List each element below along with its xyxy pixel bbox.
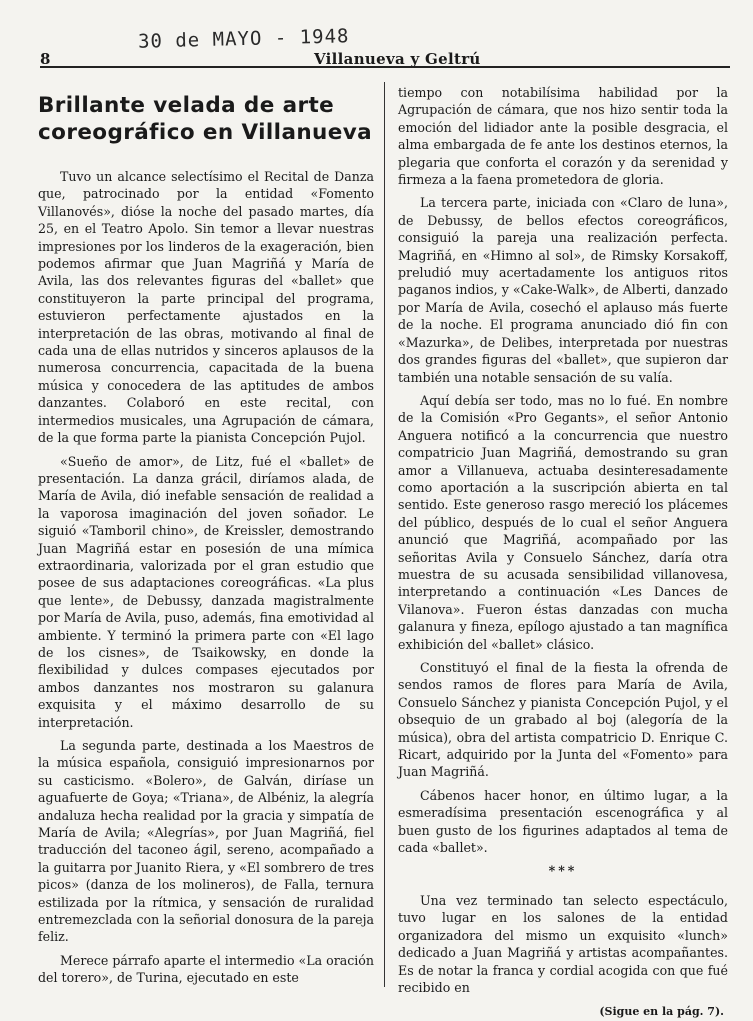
paragraph: Cábenos hacer honor, en último lugar, a la esmeradísima presentación escenográfica y al buen gusto de los figurines adaptados al tema de cada «ballet».: [398, 787, 728, 856]
paragraph: Constituyó el final de la fiesta la ofrenda de sendos ramos de flores para María de Avila, Consuelo Sánchez y pianista Concepción Pujol, y el obsequio de un grabado al boj (alegoría de la música), obra del artista compatricio D. Enrique C. Ricart, adquirido por la Junta del «Fomento» para Juan Magriñá.: [398, 660, 728, 780]
section-break: ***: [548, 863, 578, 879]
headline-line-1: Brillante velada de arte: [38, 93, 335, 118]
continued-note: (Sigue en la pág. 7).: [599, 1005, 724, 1019]
paragraph: Aquí debía ser todo, mas no lo fué. En nombre de la Comisión «Pro Gegants», el señor Antonio Anguera notificó a la concurrencia que nuestro compatricio Juan Magriñá, demostrando su gran amor a Villanueva, actuaba desinteresadamente como aportación a la suscripción abierta en tal sentido. Este generoso rasgo mereció los plácemes del público, después de lo cual el señor Anguera anunció que Magriñá, acompañado por las señoritas Avila y Consuelo Sánchez, daría otra muestra de su acusada sensibilidad villanovesa, interpretando a continuación «Les Dances de Vilanova». Fueron éstas danzadas con mucha galanura y fineza, epílogo ajustado a tan magnífica exhibición del «ballet» clásico.: [398, 392, 728, 652]
page-number: 8: [40, 50, 51, 68]
publication-title: Villanueva y Geltrú: [314, 50, 481, 68]
paragraph: tiempo con notabilísima habilidad por la Agrupación de cámara, que nos hizo sentir toda la emoción del lidiador ante la posible desgracia, el alma embargada de fe ante los destinos eternos, la plegaria que conforta el corazón y da serenidad y firmeza a la faena prometedora de gloria.: [398, 85, 728, 188]
article-headline: [38, 92, 374, 146]
paragraph: La segunda parte, destinada a los Maestros de la música española, consiguió impresionarnos por su casticismo. «Bolero», de Galván, diríase un aguafuerte de Goya; «Triana», de Albéniz, la alegría andaluza hecha realidad por la gracia y simpatía de María de Avila; «Alegrías», por Juan Magriñá, fiel traducción del taconeo ágil, sereno, acompañado a la guitarra por Juanito Riera, y «El sombrero de tres picos» (danza de los molineros), de Falla, ternura estilizada por la rítmica, y sensación de ruralidad entremezclada con la señorial donosura de la pareja feliz.: [38, 738, 374, 945]
paragraph: Una vez terminado tan selecto espectáculo, tuvo lugar en los salones de la entidad organizadora del mismo un exquisito «lunch» dedicado a Juan Magriñá y artistas acompañantes. Es de notar la franca y cordial acogida con que fué recibido en: [398, 892, 728, 995]
right-column: [398, 84, 728, 1021]
left-column: [38, 84, 374, 987]
paragraph: Merece párrafo aparte el intermedio «La oración del torero», de Turina, ejecutado en este: [38, 952, 375, 986]
handwritten-date: 30 de MAYO - 1948: [137, 25, 350, 53]
paragraph: La tercera parte, iniciada con «Claro de luna», de Debussy, de bellos efectos coreográficos, consiguió la pareja una realización perfecta. Magriñá, en «Himno al sol», de Rimsky Korsakoff, preludió muy acertadamente los antiguos ritos paganos indios, y «Cake-Walk», de Alberti, danzado por María de Avila, cosechó el aplauso más fuerte de la noche. El programa anunciado dió fin con «Mazurka», de Delibes, interpretada por nuestras dos grandes figuras del «ballet», que supieron dar también una notable sensación de su valía.: [398, 195, 728, 385]
paragraph: Tuvo un alcance selectísimo el Recital de Danza que, patrocinado por la entidad «Fomento Villanovés», dióse la noche del pasado martes, día 25, en el Teatro Apolo. Sin temor a llevar nuestras impresiones por los linderos de la exageración, bien podemos afirmar que Juan Magriñá y María de Avila, las dos relevantes figuras del «ballet» que constituyeron la parte principal del programa, estuvieron perfectamente ajustados en la interpretación de las obras, motivando al final de cada una de ellas nutridos y sinceros aplausos de la numerosa concurrencia, capacitada de la buena música y conocedera de las aptitudes de ambos danzantes. Colaboró en este recital, con intermedios musicales, una Agrupación de cámara, de la que forma parte la pianista Concepción Pujol.: [38, 169, 374, 446]
column-divider: [384, 82, 385, 987]
headline-line-2: coreográfico en Villanueva: [38, 120, 373, 145]
paragraph: «Sueño de amor», de Litz, fué el «ballet» de presentación. La danza grácil, diríamos alada, de María de Avila, dió inefable sensación de realidad a la vaporosa imaginación del joven soñador. Le siguió «Tamboril chino», de Kreissler, demostrando Juan Magriñá estar en posesión de una mímica extraordinaria, valorizada por el gran estudio que posee de sus adaptaciones coreográficas. «La plus que lente», de Debussy, danzada magistralmente por María de Avila, puso, además, fina emotividad al ambiente. Y terminó la primera parte con «El lago de los cisnes», de Tsaikowsky, en donde la flexibilidad y dulces compases ejecutados por ambos danzantes nos mostraron su galanura exquisita y el máximo desarrollo de su interpretación.: [38, 453, 374, 730]
header-rule: [40, 66, 730, 68]
